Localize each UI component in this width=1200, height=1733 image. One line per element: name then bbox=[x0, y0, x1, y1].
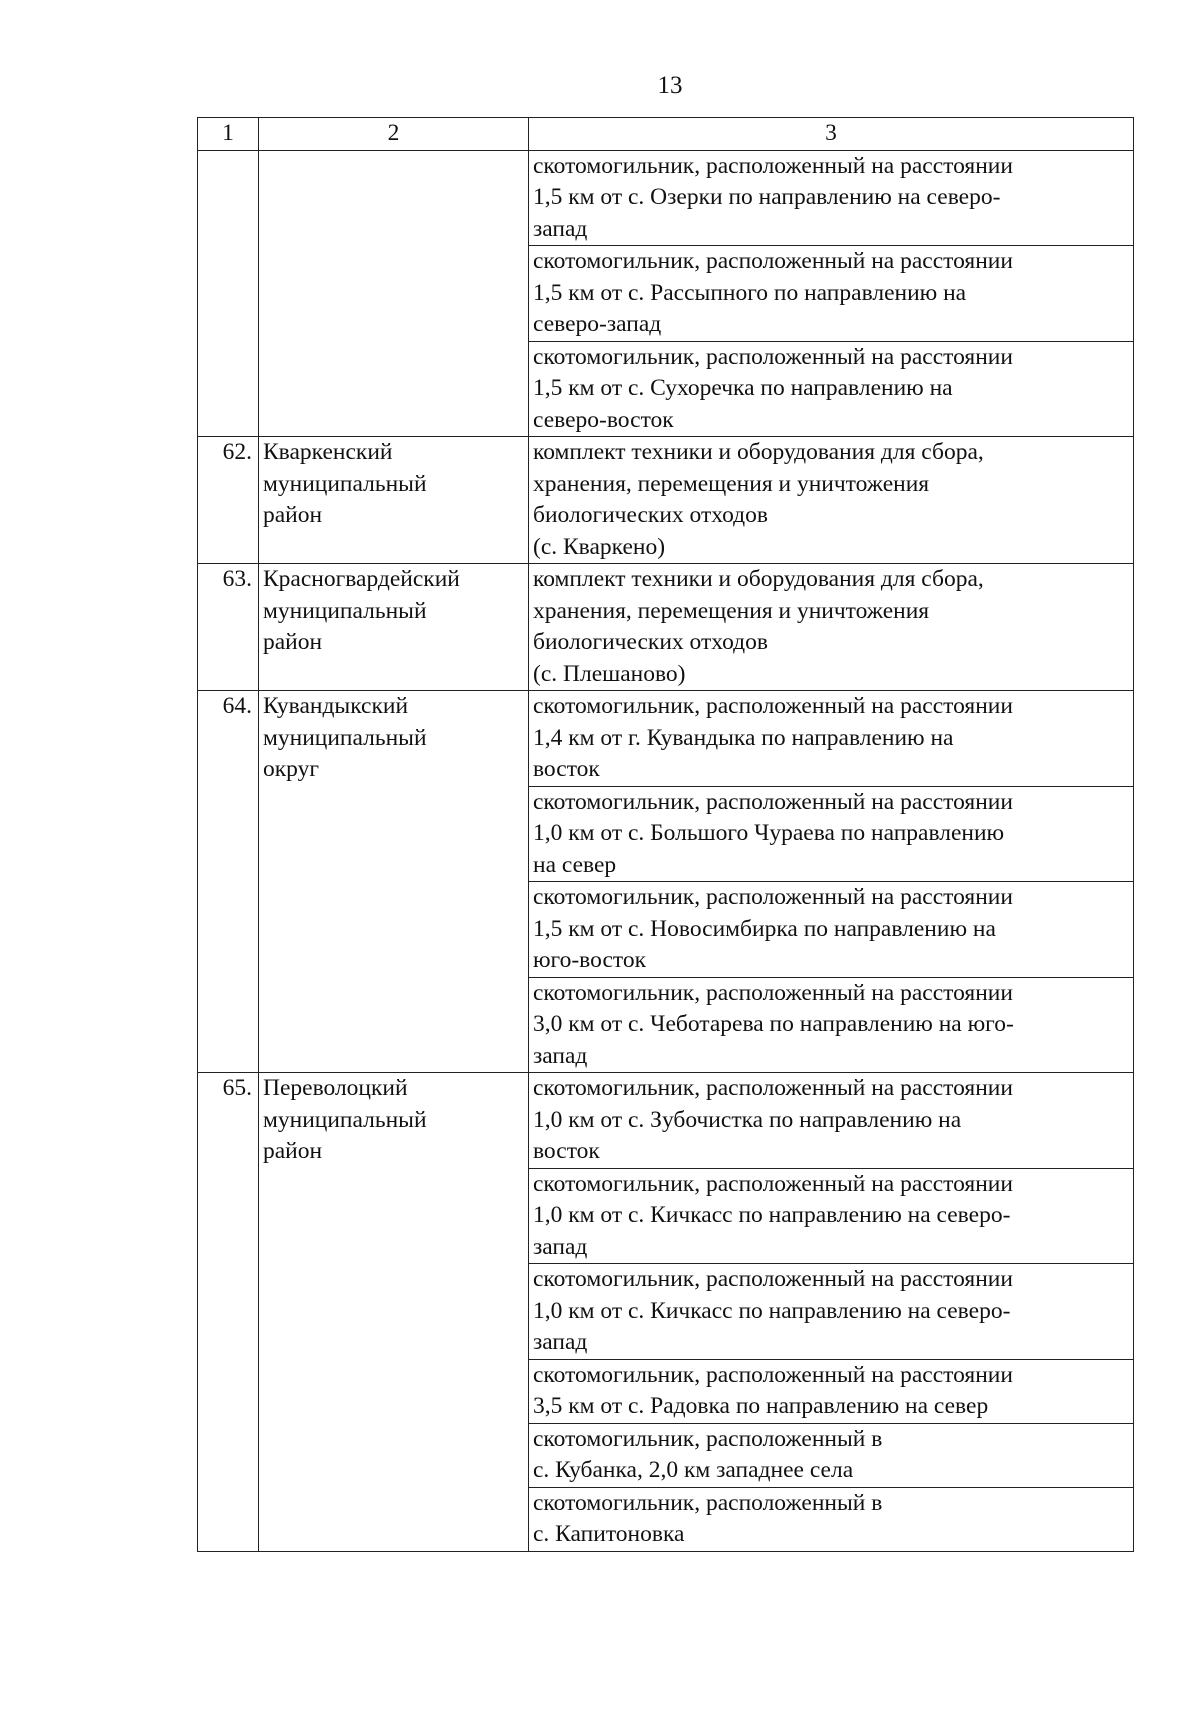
table-header-row bbox=[198, 118, 1134, 151]
header-col-1: 1 bbox=[198, 118, 259, 151]
facility-entry: скотомогильник, расположенный на расстоянии 1,4 км от г. Кувандыка по направлению на восток bbox=[529, 691, 1134, 787]
page-number: 13 bbox=[657, 72, 683, 99]
facility-entry: комплект техники и оборудования для сбора, хранения, перемещения и уничтожения биологических отходов (с. Плешаново) bbox=[529, 564, 1134, 691]
row-number: 65. bbox=[198, 1073, 259, 1552]
table-row bbox=[198, 564, 1134, 691]
district-name: Красногвардейский муниципальный район bbox=[259, 564, 529, 691]
facility-entry: скотомогильник, расположенный на расстоянии 1,5 км от с. Рассыпного по направлению на северо-запад bbox=[529, 246, 1134, 342]
facility-entry: скотомогильник, расположенный на расстоянии 3,5 км от с. Радовка по направлению на север bbox=[529, 1359, 1134, 1423]
table-row bbox=[198, 691, 1134, 787]
district-name: Переволоцкий муниципальный район bbox=[259, 1073, 529, 1552]
row-number: 62. bbox=[198, 437, 259, 564]
facility-entry: скотомогильник, расположенный на расстоянии 1,5 км от с. Озерки по направлению на северо- запад bbox=[529, 150, 1134, 246]
row-number: 64. bbox=[198, 691, 259, 1073]
table-row bbox=[198, 150, 1134, 246]
facility-entry: скотомогильник, расположенный в с. Капитоновка bbox=[529, 1487, 1134, 1551]
facility-entry: скотомогильник, расположенный на расстоянии 1,0 км от с. Кичкасс по направлению на северо- запад bbox=[529, 1168, 1134, 1264]
table-row bbox=[198, 1073, 1134, 1169]
facility-entry: скотомогильник, расположенный в с. Кубанка, 2,0 км западнее села bbox=[529, 1423, 1134, 1487]
facility-entry: скотомогильник, расположенный на расстоянии 1,0 км от с. Большого Чураева по направлению на север bbox=[529, 786, 1134, 882]
table-row bbox=[198, 437, 1134, 564]
facilities-table bbox=[197, 117, 1134, 1552]
facility-entry: скотомогильник, расположенный на расстоянии 1,5 км от с. Новосимбирка по направлению на юго-восток bbox=[529, 882, 1134, 978]
facility-entry: скотомогильник, расположенный на расстоянии 1,0 км от с. Кичкасс по направлению на северо- запад bbox=[529, 1264, 1134, 1360]
header-col-3: 3 bbox=[529, 118, 1134, 151]
row-number: 63. bbox=[198, 564, 259, 691]
district-name: Кваркенский муниципальный район bbox=[259, 437, 529, 564]
facility-entry: скотомогильник, расположенный на расстоянии 1,5 км от с. Сухоречка по направлению на северо-восток bbox=[529, 341, 1134, 437]
header-col-2: 2 bbox=[259, 118, 529, 151]
district-cell bbox=[259, 150, 529, 437]
facility-entry: комплект техники и оборудования для сбора, хранения, перемещения и уничтожения биологических отходов (с. Кваркено) bbox=[529, 437, 1134, 564]
district-name: Кувандыкский муниципальный округ bbox=[259, 691, 529, 1073]
facility-entry: скотомогильник, расположенный на расстоянии 1,0 км от с. Зубочистка по направлению на восток bbox=[529, 1073, 1134, 1169]
num-cell bbox=[198, 150, 259, 437]
facility-entry: скотомогильник, расположенный на расстоянии 3,0 км от с. Чеботарева по направлению на юго- запад bbox=[529, 977, 1134, 1073]
